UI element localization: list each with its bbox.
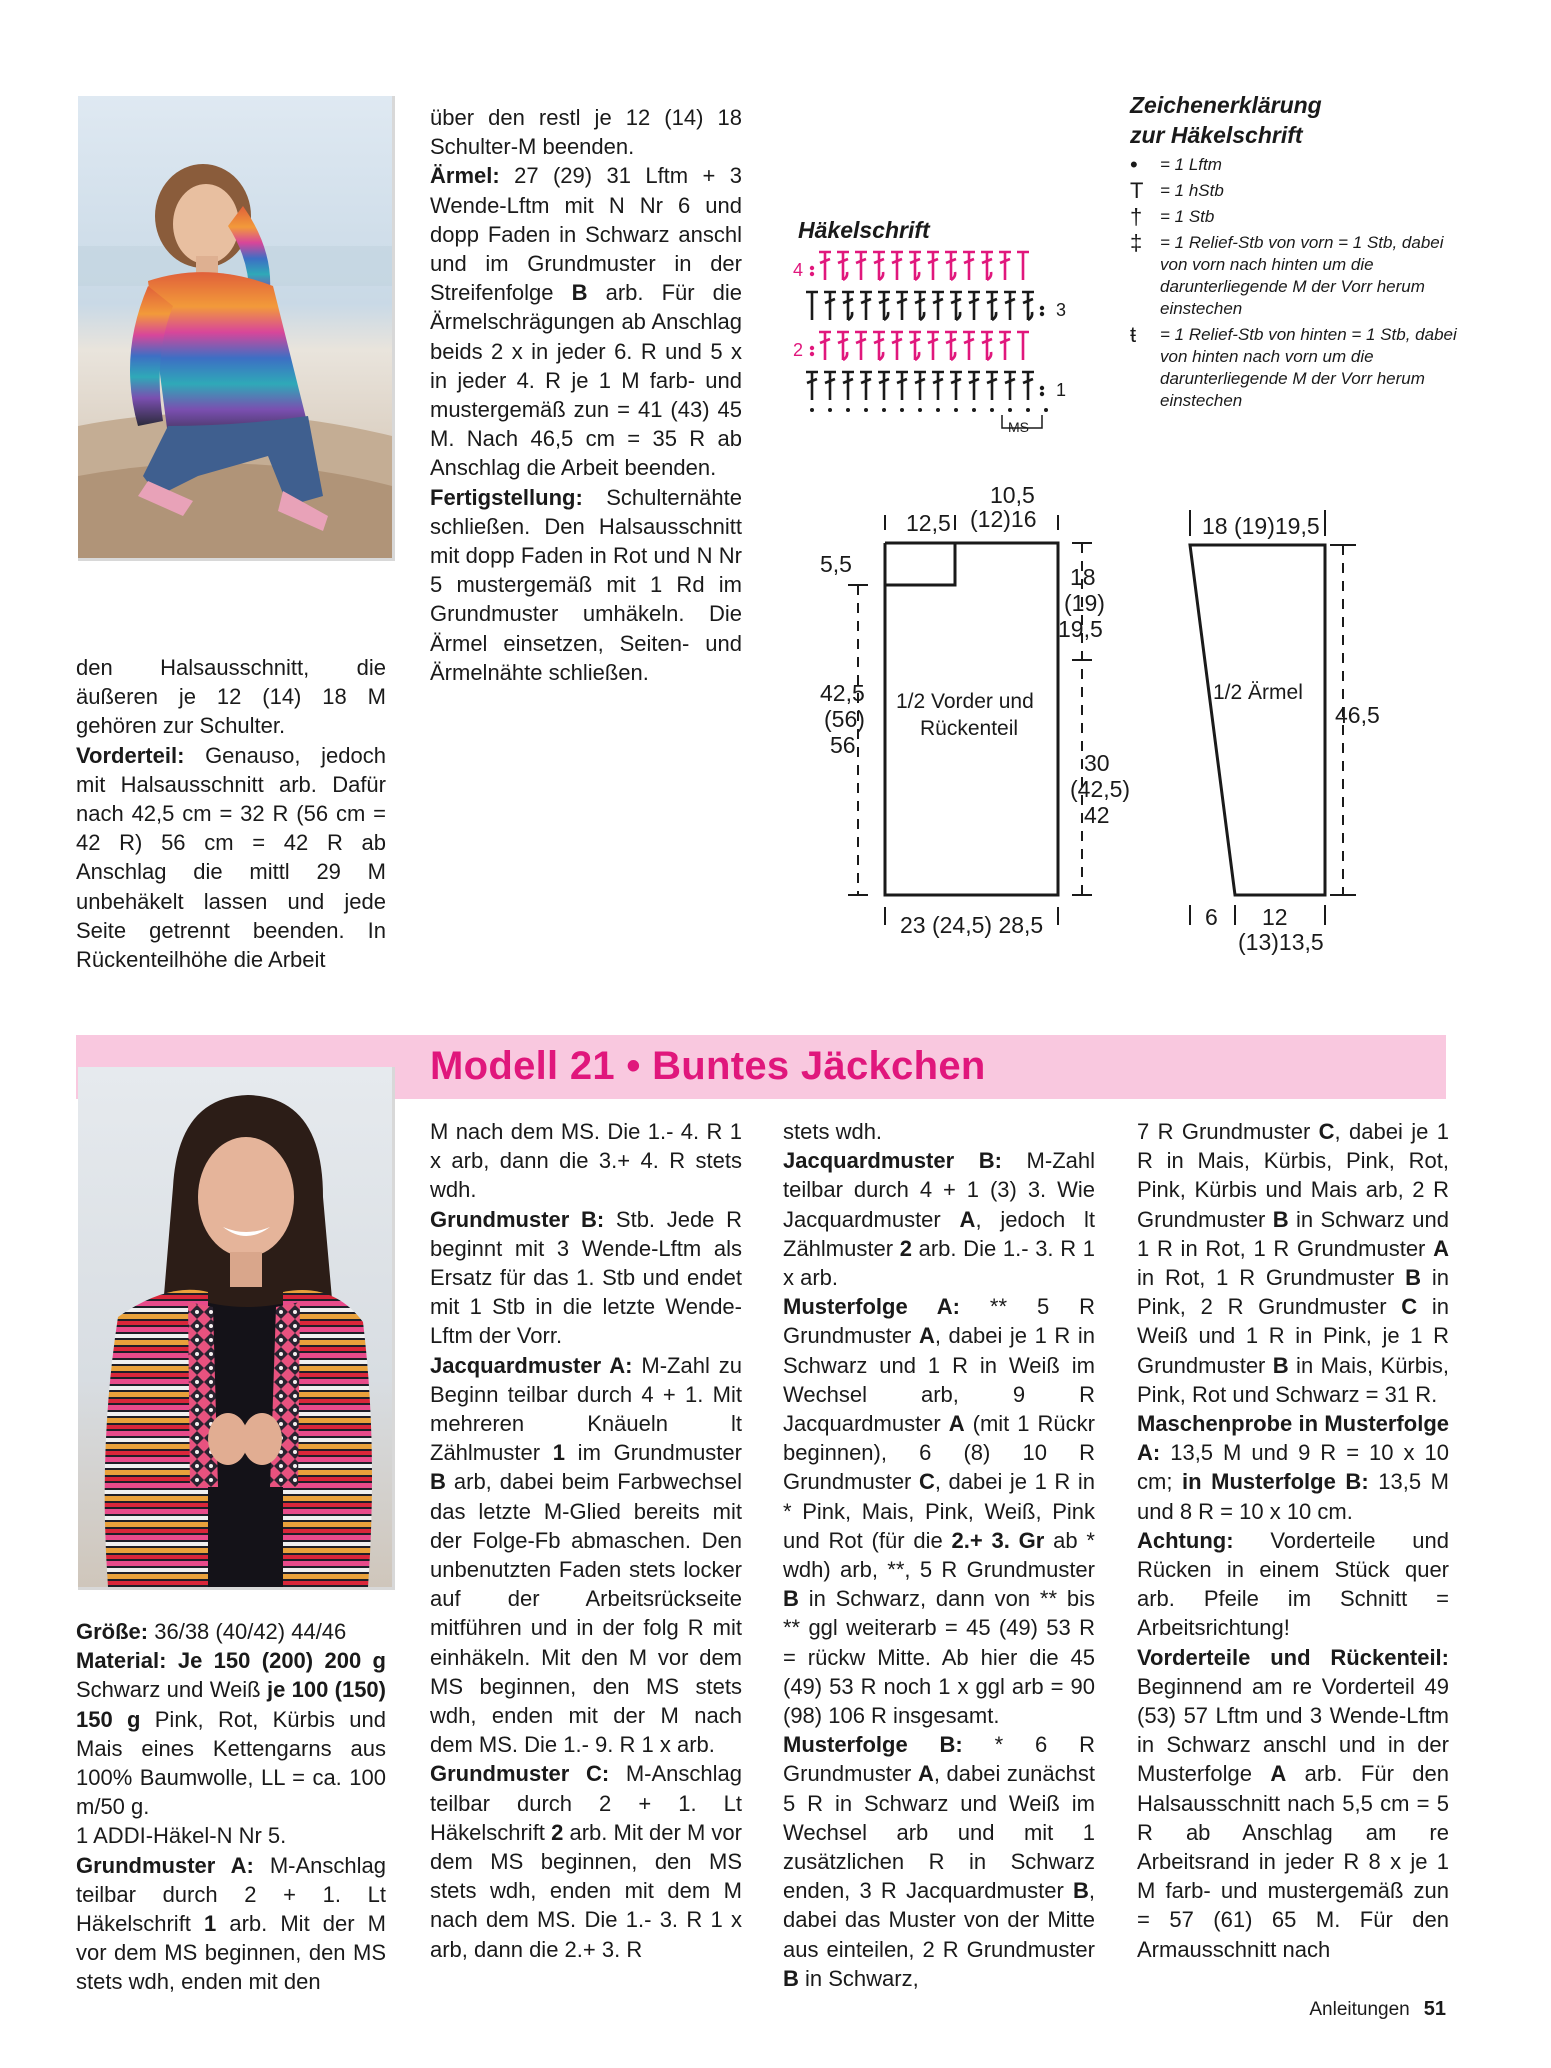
- text-run: Pink, Rot, Kürbis und Mais eines Kettengarns aus 100% Baumwolle, LL = ca. 100 m/50 g.: [76, 1706, 386, 1820]
- sleeve-schematic: [1180, 500, 1420, 960]
- row-colon-dot: [810, 272, 814, 276]
- footer-section: Anleitungen: [1309, 1999, 1410, 2020]
- bold-run: A: [1270, 1761, 1287, 1787]
- bottom-col4-paragraph: [1137, 1409, 1449, 1526]
- bold-run: B: [1405, 1265, 1422, 1291]
- text-run: Beginnend am re Vorderteil 49 (53) 57 Lftm und 3 Wende-Lftm in Schwarz anschl und in der Musterfolge: [1137, 1673, 1449, 1787]
- text-run: in Mais, Kürbis, Pink, Rot und Schwarz = 31 R.: [1137, 1352, 1449, 1407]
- legend-text: = 1 Relief-Stb von hinten = 1 Stb, dabei von hinten nach vorn um die darunterliegende M der Vorr herum einstechen: [1160, 325, 1457, 410]
- stitch-mark: [981, 252, 993, 280]
- bold-run: Grundmuster C:: [430, 1761, 610, 1787]
- bold-run: A: [918, 1323, 935, 1349]
- stitch-mark: [837, 252, 849, 280]
- text-run: 7 R Grundmuster: [1137, 1119, 1319, 1144]
- page-number: 51: [1423, 1998, 1446, 2020]
- chain-dot: [846, 408, 850, 412]
- row-colon-dot: [810, 352, 814, 356]
- dim-neck-depth: 5,5: [820, 551, 852, 577]
- page-footer: [1309, 1998, 1446, 2021]
- stitch-mark: [927, 252, 939, 280]
- stitch-mark: [1017, 252, 1029, 280]
- legend-item: [1130, 180, 1460, 202]
- chain-dot: [864, 408, 868, 412]
- stitch-mark: [855, 332, 867, 360]
- stitch-mark: [860, 372, 872, 400]
- stitch-mark: [806, 292, 818, 320]
- text-run: arb. Mit der M vor dem MS beginnen, den MS stets wdh, enden mit dem M nach dem MS. Die 1.- 3. R 1 x arb, dann die 2.+ 3. R: [430, 1819, 742, 1962]
- chain-dot: [828, 408, 832, 412]
- stitch-mark: [873, 332, 885, 360]
- bold-run: 1: [204, 1911, 217, 1937]
- chain-dot: [882, 408, 886, 412]
- dim-right-upper-2: (19): [1064, 590, 1105, 616]
- bold-run: C: [918, 1469, 935, 1495]
- relief-stb-front-icon: ‡: [1130, 230, 1143, 255]
- bold-run: 1: [552, 1440, 565, 1466]
- text-run: M-Anschlag teilbar durch 2 + 1. Lt Häkelschrift: [76, 1852, 386, 1937]
- chart-row-label-1: 1: [1056, 380, 1067, 400]
- sleeve-dim-bottom-left: 6: [1205, 904, 1218, 930]
- text-run: stets wdh.: [783, 1119, 883, 1144]
- sleeve-dim-height: 46,5: [1335, 702, 1380, 728]
- top-col2-paragraph: [430, 161, 742, 482]
- chart-row-label-3: 3: [1056, 300, 1067, 320]
- text-run: M nach dem MS. Die 1.- 4. R 1 x arb, dann die 3.+ 4. R stets wdh.: [430, 1119, 742, 1203]
- bold-run: A: [917, 1761, 934, 1787]
- sleeve-dim-bottom-right-1: 12: [1262, 904, 1288, 930]
- body-schematic: [820, 475, 1131, 950]
- sleeve-label: 1/2 Ärmel: [1213, 681, 1303, 704]
- text-run: in Schwarz, dann von ** bis ** ggl weiterarb = 45 (49) 53 R = rückw Mitte. Ab hier die 45 (49) 53 R noch 1 x ggl arb = 90 (98) 106 R insgesamt.: [783, 1586, 1095, 1729]
- text-run: 1 ADDI-Häkel-N Nr 5.: [76, 1823, 287, 1849]
- bold-run: B: [783, 1965, 799, 1991]
- lftm-dot-icon: •: [1130, 152, 1138, 177]
- bold-run: Vorderteile und Rückenteil:: [1137, 1644, 1449, 1670]
- bold-run: B: [1272, 1352, 1289, 1378]
- bold-run: A: [959, 1206, 976, 1232]
- chart-row-label-2: 2: [793, 340, 804, 360]
- stitch-mark: [909, 252, 921, 280]
- chain-dot: [1026, 408, 1030, 412]
- text-run: in Schwarz und 1 R in Rot, 1 R Grundmuster: [1137, 1206, 1449, 1261]
- chart-row-3: [806, 292, 1034, 320]
- stitch-mark: [891, 332, 903, 360]
- stitch-mark: [1004, 372, 1016, 400]
- bottom-col4-paragraph: [1137, 1643, 1449, 1964]
- top-col1-paragraph: [76, 741, 386, 975]
- bottom-col2-paragraph: [430, 1759, 742, 1963]
- stitch-mark: [842, 372, 854, 400]
- bold-run: Achtung:: [1137, 1527, 1234, 1553]
- text-run: (mit 1 Rückr beginnen), 6 (8) 10 R Grundmuster: [783, 1411, 1095, 1495]
- bottom-col4-paragraph: [1137, 1117, 1449, 1409]
- ms-label: MS: [1008, 419, 1029, 435]
- stitch-mark: [1004, 292, 1016, 320]
- text-run: , dabei das Muster von der Mitte aus einteilen, 2 R Grundmuster: [783, 1878, 1095, 1962]
- chain-dot: [936, 408, 940, 412]
- text-run: , dabei je 1 R in Schwarz und 1 R in Weiß im Wechsel arb, 9 R Jacquardmuster: [783, 1323, 1095, 1437]
- bottom-col3-paragraph: [783, 1292, 1095, 1730]
- text-run: in Weiß und 1 R in Pink, je 1 R Grundmuster: [1137, 1294, 1449, 1378]
- text-run: , dabei je 1 R in * Pink, Mais, Pink, Weiß, Pink und Rot (für die: [783, 1469, 1095, 1553]
- bold-run: Jacquardmuster B:: [783, 1148, 1002, 1174]
- model-photo-sweater: [78, 96, 395, 561]
- text-run: in Schwarz,: [798, 1965, 919, 1991]
- stitch-mark: [999, 252, 1011, 280]
- text-run: in Rot, 1 R Grundmuster: [1137, 1265, 1406, 1291]
- bold-run: B: [783, 1586, 799, 1612]
- bold-run: A: [948, 1411, 965, 1437]
- stitch-mark: [999, 332, 1011, 360]
- body-label-1: 1/2 Vorder und: [896, 690, 1034, 713]
- legend-title-2: zur Häkelschrift: [1130, 122, 1303, 148]
- chart-row-4: [819, 252, 1029, 280]
- stitch-mark: [837, 332, 849, 360]
- top-col1-paragraph: [76, 653, 386, 741]
- bold-run: je 100 (150) 150 g: [76, 1677, 386, 1732]
- text-run: , dabei zunächst 5 R in Schwarz und Weiß im Wechsel arb und mit 1 zusätzlichen R in Schwarz enden, 3 R Jacquardmuster: [783, 1761, 1095, 1904]
- model-title: Modell 21 • Buntes Jäckchen: [430, 1044, 986, 1088]
- chain-dot: [900, 408, 904, 412]
- legend-text: = 1 Relief-Stb von vorn = 1 Stb, dabei von vorn nach hinten um die darunterliegende M der Vorr herum einstechen: [1160, 233, 1444, 318]
- text-run: Vorderteile und Rücken in einem Stück quer arb. Pfeile im Schnitt = Arbeitsrichtung!: [1137, 1527, 1449, 1641]
- stitch-mark: [914, 292, 926, 320]
- bold-run: Ärmel:: [430, 163, 500, 189]
- bold-run: B: [571, 280, 588, 306]
- stitch-mark: [963, 332, 975, 360]
- top-column-2: [430, 103, 742, 687]
- stitch-mark: [932, 292, 944, 320]
- dim-top-left: 12,5: [906, 510, 951, 536]
- chart-row-1: [806, 372, 1034, 400]
- text-run: , jedoch lt Zählmuster: [783, 1206, 1095, 1261]
- stitch-mark: [986, 292, 998, 320]
- stitch-mark: [1022, 372, 1034, 400]
- bold-run: Grundmuster A:: [76, 1852, 254, 1878]
- stitch-mark: [824, 372, 836, 400]
- stitch-mark: [878, 372, 890, 400]
- bottom-column-4: [1137, 1117, 1449, 1964]
- stitch-mark: [909, 332, 921, 360]
- text-run: 27 (29) 31 Lftm + 3 Wende-Lftm mit N Nr 6 und dopp Faden in Schwarz anschl und im Grundmuster in der Streifenfolge: [430, 163, 742, 306]
- row-colon-dot: [810, 346, 814, 350]
- stitch-mark: [860, 292, 872, 320]
- stitch-mark: [914, 372, 926, 400]
- stitch-mark: [945, 252, 957, 280]
- bold-run: Fertigstellung:: [430, 484, 583, 510]
- text-run: 36/38 (40/42) 44/46: [148, 1619, 347, 1644]
- text-run: arb. Für den Halsausschnitt nach 5,5 cm = 5 R ab Anschlag am re Arbeitsrand in jeder R 8 x je 1 M farb- und mustergemäß zun = 57 (61) 65 M. Für den Armausschnitt nach: [1137, 1761, 1449, 1962]
- text-run: M-Anschlag teilbar durch 2 + 1. Lt Häkelschrift: [430, 1761, 742, 1845]
- text-run: ab * wdh) arb, **, 5 R Grundmuster: [783, 1527, 1095, 1583]
- row-colon-dot: [1040, 312, 1044, 316]
- bottom-col3-paragraph: [783, 1730, 1095, 1993]
- sleeve-dim-top: 18 (19)19,5: [1202, 513, 1320, 539]
- text-run: Stb. Jede R beginnt mit 3 Wende-Lftm als Ersatz für das 1. Stb und endet mit 1 Stb in die letzte Wende-Lftm der Vorr.: [430, 1206, 742, 1349]
- bottom-col1-paragraph: [76, 1821, 386, 1850]
- crochet-chart: [780, 210, 1100, 450]
- chain-dot: [1008, 408, 1012, 412]
- stitch-mark: [968, 292, 980, 320]
- bold-run: Größe:: [76, 1619, 149, 1644]
- legend-title-1: Zeichenerklärung: [1130, 92, 1322, 118]
- chain-dot: [810, 408, 814, 412]
- chain-dot: [954, 408, 958, 412]
- legend-item: [1130, 232, 1460, 320]
- stitch-mark: [842, 292, 854, 320]
- text-run: arb. Mit der M vor dem MS beginnen, den MS stets wdh, enden mit den: [76, 1911, 386, 1995]
- stitch-mark: [819, 332, 831, 360]
- body-label-2: Rückenteil: [920, 717, 1019, 740]
- bottom-col2-paragraph: [430, 1205, 742, 1351]
- bold-run: 2: [899, 1235, 912, 1261]
- dim-left-height-2: (56): [824, 706, 865, 732]
- dim-right-upper-3: 19,5: [1058, 616, 1103, 642]
- bottom-col3-paragraph: [783, 1146, 1095, 1292]
- model-photo-jacket: [78, 1067, 395, 1590]
- row-colon-dot: [1040, 392, 1044, 396]
- row-colon-dot: [1040, 386, 1044, 390]
- dim-top-right-2: (12)16: [970, 506, 1037, 532]
- text-run: M-Zahl teilbar durch 4 + 1 (3) 3. Wie Jacquardmuster: [783, 1148, 1095, 1232]
- legend-text: = 1 Lftm: [1160, 155, 1222, 174]
- bold-run: A: [1433, 1235, 1449, 1261]
- bottom-column-3: [783, 1117, 1095, 1993]
- stitch-mark: [806, 372, 818, 400]
- sleeve-dim-bottom-right-2: (13)13,5: [1238, 929, 1324, 955]
- bold-run: 2.+ 3. Gr: [951, 1527, 1045, 1553]
- bottom-col2-paragraph: [430, 1351, 742, 1760]
- bold-run: C: [1401, 1294, 1418, 1320]
- stitch-mark: [824, 292, 836, 320]
- text-run: , dabei je 1 R in Mais, Kürbis, Pink, Rot, Pink, Kürbis und Mais arb, 2 R Grundmuster: [1137, 1119, 1449, 1232]
- top-col2-paragraph: [430, 483, 742, 687]
- top-col2-paragraph: [430, 103, 742, 161]
- bold-run: B: [1272, 1206, 1289, 1232]
- legend-item: [1130, 324, 1460, 412]
- bold-run: Vorderteil:: [76, 742, 185, 768]
- stitch-mark: [963, 252, 975, 280]
- text-run: Schwarz und Weiß: [76, 1677, 267, 1703]
- stitch-mark: [950, 372, 962, 400]
- stitch-mark: [855, 252, 867, 280]
- dim-right-lower-2: (42,5): [1070, 776, 1131, 802]
- bold-run: Maschenprobe in Musterfolge A:: [1137, 1411, 1449, 1466]
- stb-icon: †: [1130, 204, 1143, 229]
- stitch-mark: [950, 292, 962, 320]
- stitch-mark: [878, 292, 890, 320]
- text-run: arb. Die 1.- 3. R 1 x arb.: [783, 1235, 1095, 1291]
- stitch-mark: [873, 252, 885, 280]
- text-run: in Pink, 2 R Grundmuster: [1137, 1265, 1449, 1320]
- bold-run: B: [430, 1469, 446, 1495]
- bold-run: Musterfolge A:: [783, 1294, 960, 1320]
- text-run: über den restl je 12 (14) 18 Schulter-M beenden.: [430, 105, 742, 160]
- chain-dot: [990, 408, 994, 412]
- bold-run: Grundmuster B:: [430, 1206, 605, 1232]
- bottom-col1-paragraph: [76, 1646, 386, 1821]
- text-run: arb, dabei beim Farbwechsel das letzte M-Glied bereits mit der Folge-Fb abmaschen. Den unbenutzten Faden stets locker auf der Arbeitsrückseite mitführen und in der folg R mit einhäkeln. Mit den M vor dem MS beginnen, den MS stets wdh, enden mit der M nach dem MS. Die 1.- 9. R 1 x arb.: [430, 1469, 742, 1758]
- stitch-mark: [819, 252, 831, 280]
- bold-run: Musterfolge B:: [783, 1732, 963, 1758]
- dim-bottom: 23 (24,5) 28,5: [900, 912, 1044, 938]
- dim-right-lower-1: 30: [1084, 750, 1110, 776]
- text-run: arb. Für die Ärmelschrägungen ab Anschlag beids 2 x in jeder 6. R und 5 x in jeder 4. R je 1 M farb- und mustergemäß zun = 41 (43) 45 M. Nach 46,5 cm = 35 R ab Anschlag die Arbeit beenden.: [430, 280, 742, 481]
- dim-right-upper-1: 18: [1070, 564, 1096, 590]
- stitch-mark: [945, 332, 957, 360]
- legend-text: = 1 hStb: [1160, 181, 1224, 200]
- stitch-mark: [1022, 292, 1034, 320]
- text-run: M-Zahl zu Beginn teilbar durch 4 + 1. Mit mehreren Knäueln lt Zählmuster: [430, 1352, 742, 1466]
- stitch-mark: [896, 292, 908, 320]
- chain-dot: [918, 408, 922, 412]
- symbol-legend: [1130, 90, 1460, 416]
- text-run: den Halsausschnitt, die äußeren je 12 (14) 18 M gehören zur Schulter.: [76, 655, 386, 739]
- hstb-icon: T: [1130, 178, 1144, 203]
- bold-run: Material: Je 150 (200) 200 g: [76, 1648, 386, 1674]
- chain-dot: [972, 408, 976, 412]
- bottom-column-1: [76, 1617, 386, 1997]
- text-run: * 6 R Grundmuster: [783, 1732, 1095, 1787]
- bold-run: in Musterfolge B:: [1182, 1469, 1369, 1495]
- text-run: Genauso, jedoch mit Halsausschnitt arb. Dafür nach 42,5 cm = 32 R (56 cm = 42 R) 56 cm = 42 R ab Anschlag die mittl 29 M unbehäkelt lassen und jede Seite getrennt beenden. In Rückenteilhöhe die Arbeit: [76, 742, 386, 973]
- stitch-mark: [927, 332, 939, 360]
- chart-title: Häkelschrift: [798, 217, 930, 243]
- stitch-mark: [1017, 332, 1029, 360]
- text-run: 13,5 M und 9 R = 10 x 10 cm;: [1137, 1440, 1449, 1495]
- stitch-mark: [932, 372, 944, 400]
- text-run: ** 5 R Grundmuster: [783, 1294, 1095, 1349]
- bold-run: B: [1072, 1878, 1089, 1904]
- bold-run: 2: [551, 1819, 564, 1845]
- bottom-col1-paragraph: [76, 1617, 386, 1646]
- legend-text: = 1 Stb: [1160, 207, 1215, 226]
- chain-dot: [1044, 408, 1048, 412]
- dim-right-lower-3: 42: [1084, 802, 1110, 828]
- stitch-mark: [896, 372, 908, 400]
- chart-row-2: [819, 332, 1029, 360]
- legend-item: [1130, 206, 1460, 228]
- text-run: Schulternähte schließen. Den Halsausschnitt mit dopp Faden in Rot und N Nr 5 mustergemäß mit 1 Rd im Grundmuster umhäkeln. Die Ärmel einsetzen, Seiten- und Ärmelnähte schließen.: [430, 484, 742, 685]
- chart-row-label-4: 4: [793, 260, 804, 280]
- bottom-col4-paragraph: [1137, 1526, 1449, 1643]
- row-colon-dot: [810, 266, 814, 270]
- dim-left-height-3: 56: [830, 732, 856, 758]
- dim-top-right-1: 10,5: [990, 482, 1035, 508]
- bottom-col1-paragraph: [76, 1851, 386, 1997]
- bold-run: Jacquardmuster A:: [430, 1352, 633, 1378]
- row-colon-dot: [1040, 306, 1044, 310]
- relief-stb-back-icon: ŧ: [1130, 322, 1137, 347]
- legend-item: [1130, 154, 1460, 176]
- bold-run: C: [1318, 1119, 1335, 1144]
- bottom-column-2: [430, 1117, 742, 1964]
- text-run: 13,5 M und 8 R = 10 x 10 cm.: [1137, 1469, 1449, 1524]
- stitch-mark: [891, 252, 903, 280]
- stitch-mark: [986, 372, 998, 400]
- bottom-col3-paragraph: [783, 1117, 1095, 1146]
- top-column-1: [76, 653, 386, 974]
- stitch-mark: [968, 372, 980, 400]
- dim-left-height-1: 42,5: [820, 680, 865, 706]
- stitch-mark: [981, 332, 993, 360]
- bottom-col2-paragraph: [430, 1117, 742, 1205]
- text-run: im Grundmuster: [564, 1440, 742, 1466]
